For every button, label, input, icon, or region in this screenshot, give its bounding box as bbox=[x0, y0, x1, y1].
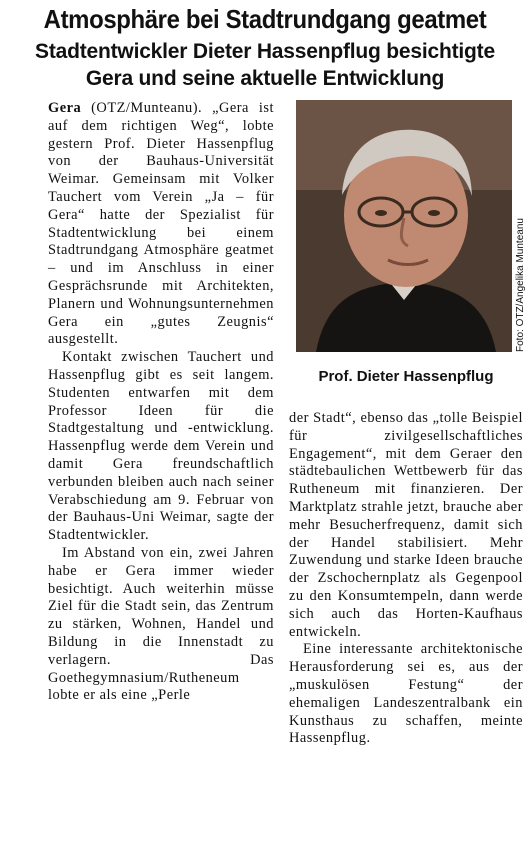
paragraph-3: Im Abstand von ein, zwei Jahren habe er Gera immer wieder besichtigt. Auch weiterhin müsse Ziel für die Stadt sein, das Zentrum zu stärken, Wohnen, Handel und Bildung in die Innenstadt zu verlagern. Das Goethegymnasium/Rutheneum lobte er als eine „Perle bbox=[48, 544, 274, 704]
photo-caption: Prof. Dieter Hassenpflug bbox=[318, 368, 494, 385]
paragraph-2: Kontakt zwischen Tauchert und Hassenpflug gibt es seit langem. Studenten entwarfen mit dem Professor Ideen für die Stadtgestaltung und -entwicklung. Hassenpflug werde dem Verein und damit Gera freundschaftlich verbunden bleiben auch nach seiner Verabschiedung am 9. Februar von der Bauhaus-Uni Weimar, sagte der Stadtentwickler. bbox=[48, 349, 274, 544]
paragraph-1-text: (OTZ/Munteanu). „Gera ist auf dem richtigen Weg“, lobte gestern Prof. Dieter Hassenpflug von der Bauhaus-Universität Weimar. Gemeinsam mit Volker Tauchert vom Verein „Ja – für Gera“ hatte der Spezialist für Stadtentwicklung bei einem Stadtrundgang Atmosphäre geatmet – und im Anschluss in einer Gesprächsrunde mit Architekten, Planern und Wohnungsunternehmen Gera ein „gutes Zeugnis“ ausgestellt. bbox=[48, 100, 274, 348]
paragraph-4: der Stadt“, ebenso das „tolle Beispiel für zivilgesellschaftliches Engagement“, mit dem Geraer den städtebaulichen Wettbewerb für das Rutheneum mit finanzieren. Der Marktplatz strahle jetzt, brauche aber mehr Besucherfrequenz, damit sich der Handel stabilisiert. Mehr Zuwendung und starke Ideen brauche der Zschochernplatz als Gegenpool zu den Konsumtempeln, dann werde sich auch das Horten-Kaufhaus entwickeln. bbox=[289, 410, 523, 640]
subheadline-line-2: Gera und seine aktuelle Entwicklung bbox=[85, 67, 445, 90]
portrait-photo bbox=[296, 100, 512, 352]
article-column-left bbox=[48, 100, 274, 705]
subheadline bbox=[0, 38, 530, 92]
headline: Atmosphäre bei Stadtrundgang geatmet bbox=[43, 4, 487, 34]
paragraph-5: Eine interessante architektonische Herausforderung sei es, aus der „muskulösen Festung“ der ehemaligen Landeszentralbank ein Kunsthaus zu schaffen, meinte Hassenpflug. bbox=[289, 641, 523, 747]
subheadline-line-1: Stadtentwickler Dieter Hassenpflug besichtigte bbox=[35, 40, 495, 63]
dateline: Gera bbox=[48, 100, 82, 116]
portrait-illustration bbox=[296, 100, 512, 352]
article-column-right bbox=[289, 410, 523, 748]
photo-credit: Foto: OTZ/Angelika Munteanu bbox=[515, 218, 526, 352]
paragraph-1 bbox=[48, 100, 274, 349]
